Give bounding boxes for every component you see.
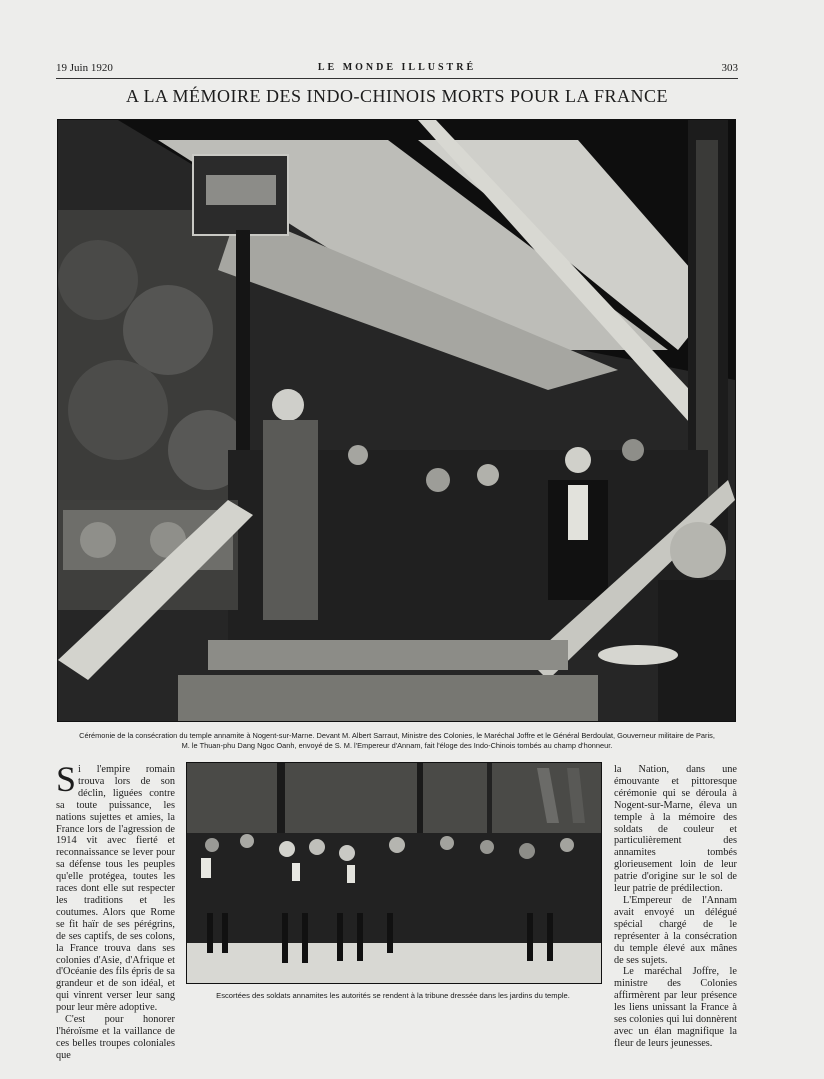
page-title: A LA MÉMOIRE DES INDO-CHINOIS MORTS POUR LA FRANCE <box>126 86 668 106</box>
article-paragraph: Le maréchal Joffre, le ministre des Colonies affirmèrent par leur présence les liens unissant la France à ses colonies qui lui donnèrent avec un élan magnifique la fleur de leurs jeunesses. <box>614 966 737 1049</box>
running-header <box>56 62 738 76</box>
publication-name: LE MONDE ILLUSTRÉ <box>317 62 477 73</box>
article-paragraph <box>56 759 175 1014</box>
issue-date: 19 Juin 1920 <box>56 62 113 74</box>
procession-photo <box>186 762 602 984</box>
caption-line-2: M. le Thuan-phu Dang Ngoc Oanh, envoyé de S. M. l'Empereur d'Annam, fait l'éloge des Indo-Chinois tombés au champ d'honneur. <box>181 741 613 750</box>
article-paragraph: L'Empereur de l'Annam avait envoyé un délégué spécial chargé de le représenter à la consécration du temple élevé aux mânes de ses sujets. <box>614 894 737 966</box>
procession-photo-caption: Escortées des soldats annamites les autorités se rendent à la tribune dressée dans les jardins du temple. <box>216 991 570 1000</box>
article-paragraph: la Nation, dans une émouvante et pittoresque cérémonie qui se déroula à Nogent-sur-Marne, éleva un temple à la mémoire des soldats de couleur et particulièrement des annamites tombés glorieusement loin de leur patrie d'origine sur le sol de leur patrie de prédilection. <box>614 764 737 895</box>
caption-line-1: Cérémonie de la consécration du temple annamite à Nogent-sur-Marne. Devant M. Albert Sarraut, Ministre des Colonies, le Maréchal Joffre et le Général Berdoulat, Gouverneur militaire de Paris, <box>79 731 715 740</box>
drop-cap: S <box>56 759 77 799</box>
paragraph-text: i l'empire romain trouva lors de son déclin, liguées contre sa toute puissance, les nations sujettes et amies, la France lors de l'agression de 1914 vit avec fierté et reconnaissance se lever pour sa défense tous les peuples qu'elle protégea, toutes les races dont elle sut respecter les traditions et les coutumes. Alors que Rome se fit haïr de ses pérégrins, de ses captifs, de ses colons, la France trouva dans ses colonies d'Asie, d'Afrique et d'Océanie des fils épris de sa grandeur et de son idéal, et qui vinrent verser leur sang pour leur mère adoptive. <box>56 764 175 1014</box>
ceremony-photo-caption <box>56 731 738 751</box>
article-column-right <box>614 764 737 1050</box>
header-rule <box>56 78 738 79</box>
ceremony-photo <box>57 119 736 722</box>
article-column-left <box>56 759 175 1062</box>
page-number: 303 <box>721 62 738 74</box>
article-paragraph: C'est pour honorer l'héroïsme et la vaillance de ces belles troupes coloniales que <box>56 1014 175 1061</box>
